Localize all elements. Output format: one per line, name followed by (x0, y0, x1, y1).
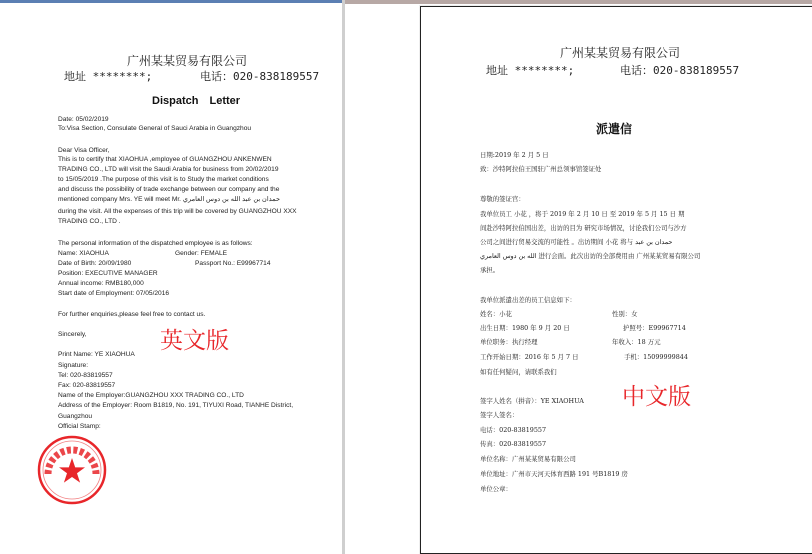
en-recipient: To:Visa Section, Consulate General of Sauci Arabia in Guangzhou (58, 125, 252, 132)
en-company-name: 广州某某贸易有限公司 (127, 54, 248, 68)
en-tel: Tel: 020-83819557 (58, 372, 113, 379)
en-letter-title: Dispatch Letter (152, 95, 241, 107)
en-phone-line: 电话：020-838189557 (200, 70, 320, 83)
en-signature: Signature: (58, 362, 89, 369)
en-income-row: Annual income: RMB180,000 (58, 280, 144, 287)
cn-name-row: 姓名：小花 (480, 310, 512, 318)
en-body-line-7: TRADING CO., LTD . (58, 218, 121, 225)
cn-info-intro: 我单位派遣出差的员工信息如下： (480, 296, 576, 304)
en-start-row: Start date of Employment: 07/05/2016 (58, 290, 170, 297)
cn-unit-name: 单位名称：广州某某贸易有限公司 (480, 455, 576, 463)
cn-address-line: 地址 ********; (486, 64, 575, 77)
cn-signer-name: 签字人姓名（拼音）：YE XIAOHUA (480, 397, 584, 405)
page-divider (342, 0, 345, 554)
en-further-enquiries: For further enquiries,please feel free to contact us. (58, 311, 206, 318)
en-body-line-5: mentioned company Mrs. YE will meet Mr. حمدان بن عبد الله بن دوس العامري (58, 196, 281, 203)
cn-signature: 签字人签名： (480, 411, 519, 419)
cn-body-line-2: 间赴沙特阿拉伯国出差，出访的目为 研究市场情况，讨论我们公司与沙方 (480, 224, 687, 232)
en-salutation: Dear Visa Officer, (58, 147, 110, 154)
en-address-line: 地址 ********; (64, 70, 153, 83)
window-top-bar-right (344, 0, 812, 4)
en-info-intro: The personal information of the dispatched employee is as follows: (58, 240, 253, 247)
cn-fax: 传真：020-83819557 (480, 440, 547, 448)
cn-body-line-3: 公司之间进行贸易交流的可能性 。出访期间 小花 将与 حمدان بن عبد (480, 238, 673, 246)
en-official-stamp-label: Official Stamp: (58, 423, 101, 430)
official-seal-stamp (36, 434, 108, 506)
en-body-line-3: to 15/05/2019 .The purpose of this visit is to Study the market conditions (58, 176, 269, 183)
cn-mobile-row: 手机：15099999844 (624, 353, 688, 361)
cn-tel: 电话：020-83819557 (480, 426, 547, 434)
en-employer-name: Name of the Employer:GUANGZHOU XXX TRADING CO., LTD (58, 392, 244, 399)
en-fax: Fax: 020-83819557 (58, 382, 116, 389)
en-name-row: Name: XIAOHUA (58, 250, 109, 257)
en-body-line-6: during the visit. All the expenses of this trip will be covered by GUANGZHOU XXX (58, 208, 297, 215)
english-version-label: 英文版 (160, 328, 229, 354)
en-print-name: Print Name: YE XIAOHUA (58, 351, 135, 358)
cn-body-line-1: 我单位员工 小花 ，将于 2019 年 2 月 10 日 至 2019 年 5 月 15 日 期 (480, 210, 685, 218)
en-passport-row: Passport No.: E99967714 (195, 260, 271, 267)
en-position-row: Position: EXECUTIVE MANAGER (58, 270, 158, 277)
cn-salutation: 尊敬的签证官： (480, 195, 525, 203)
en-gender-row: Gender: FEMALE (175, 250, 228, 257)
cn-letter-title: 派遣信 (596, 122, 633, 136)
cn-gender-row: 性别：女 (612, 310, 638, 318)
cn-position-row: 单位职务：执行经理 (480, 338, 538, 346)
chinese-version-label: 中文版 (622, 384, 691, 410)
cn-further-enquiries: 如有任何疑问，请联系我们 (480, 368, 557, 376)
en-date: Date: 05/02/2019 (58, 116, 109, 123)
cn-company-name: 广州某某贸易有限公司 (560, 46, 681, 60)
cn-start-row: 工作开始日期：2016 年 5 月 7 日 (480, 353, 579, 361)
cn-passport-row: 护照号：E99967714 (623, 324, 686, 332)
en-dob-row: Date of Birth: 20/09/1980 (58, 260, 132, 267)
en-body-line-1: This is to certify that XIAOHUA ,employee of GUANGZHOU ANKENWEN (58, 156, 272, 163)
cn-body-line-4: الله بن دوس العامري 进行会面。此次出访的全部费用由 广州某某贸易有限公司 (480, 252, 701, 260)
cn-dob-row: 出生日期：1980 年 9 月 20 日 (480, 324, 570, 332)
cn-recipient: 致：沙特阿拉伯王国驻广州总领事馆签证处 (480, 165, 602, 173)
en-employer-address-1: Address of the Employer: Room B1819, No. 191, TIYUXI Road, TIANHE District, (58, 402, 294, 409)
en-body-line-4: and discuss the possibility of trade exchange between our company and the (58, 186, 280, 193)
en-employer-address-2: Guangzhou (58, 413, 93, 420)
cn-phone-line: 电话：020-838189557 (620, 64, 740, 77)
cn-date: 日期:2019 年 2 月 5 日 (480, 151, 549, 159)
cn-unit-address: 单位地址：广州市天河天体育西路 191 号B1819 房 (480, 470, 628, 478)
cn-body-line-5: 承担。 (480, 266, 500, 274)
en-sincerely: Sincerely, (58, 331, 87, 338)
cn-income-row: 年收入：18 万元 (612, 338, 661, 346)
cn-unit-stamp-label: 单位公章： (480, 485, 512, 493)
en-body-line-2: TRADING CO., LTD will visit the Saudi Arabia for business from 20/02/2019 (58, 166, 279, 173)
